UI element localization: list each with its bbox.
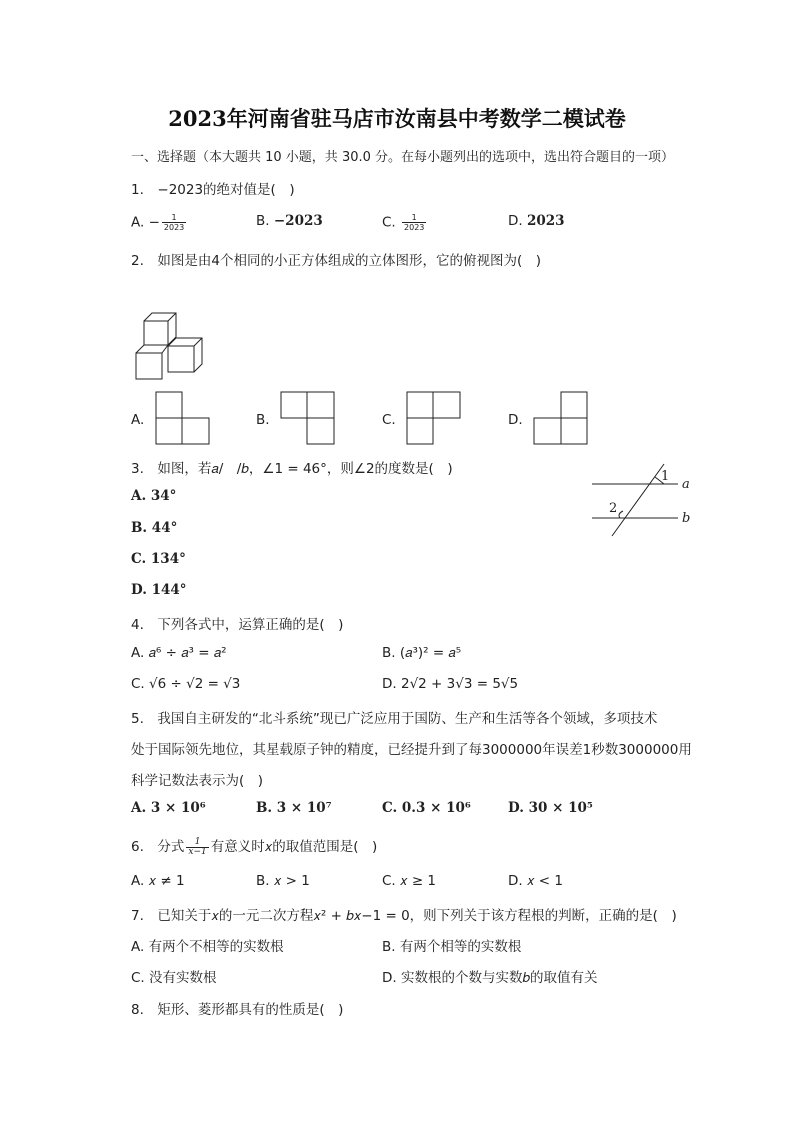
question-6-option-a: A. 𝑥 ≠ 1 bbox=[131, 873, 185, 889]
question-7-option-c: C. 没有实数根 bbox=[131, 970, 217, 986]
question-1-option-a bbox=[131, 213, 188, 232]
angle-1-label: 1 bbox=[661, 469, 670, 484]
question-3-option-c: C. 134° bbox=[131, 551, 186, 567]
question-6-stem: 6. 分式 $\frac{1}{x-1}$ 有意义时𝑥的取值范围是( ) bbox=[131, 836, 378, 857]
question-5-line-2: 处于国际领先地位，其星载原子钟的精度，已经提升到了每3000000年误差1秒数3000000用 bbox=[131, 742, 692, 758]
question-2-option-c-label: C. bbox=[382, 412, 396, 428]
question-1-stem: 1. −2023的绝对值是( ) bbox=[131, 182, 295, 198]
question-5-option-d: D. 30 × 10⁵ bbox=[508, 800, 593, 816]
question-5-line-3: 科学记数法表示为( ) bbox=[131, 773, 264, 789]
question-4-stem: 4. 下列各式中，运算正确的是( ) bbox=[131, 617, 344, 633]
question-4-option-b: B. (𝑎³)² = 𝑎⁵ bbox=[382, 645, 462, 661]
question-3-option-a: A. 34° bbox=[131, 488, 177, 504]
fraction: $\frac{1}{2023}$ bbox=[163, 213, 185, 232]
line-a-label: a bbox=[682, 477, 690, 492]
question-4-option-d: D. 2√2 + 3√3 = 5√5 bbox=[382, 676, 519, 692]
question-3-option-d: D. 144° bbox=[131, 582, 187, 598]
option-d-top-view bbox=[533, 391, 589, 447]
question-8-stem: 8. 矩形、菱形都具有的性质是( ) bbox=[131, 1002, 344, 1018]
question-1-option-b: B. −2023 bbox=[256, 213, 323, 229]
cube-stack-figure bbox=[130, 308, 210, 388]
option-c-top-view bbox=[406, 391, 462, 447]
parallel-lines-figure bbox=[588, 460, 696, 538]
question-5-option-c: C. 0.3 × 10⁶ bbox=[382, 800, 471, 816]
section-header: 一、选择题（本大题共 10 小题，共 30.0 分。在每小题列出的选项中，选出符合题目的一项） bbox=[131, 150, 675, 165]
question-2-option-b-label: B. bbox=[256, 412, 270, 428]
question-1-option-c: C. $\frac{1}{2023}$ bbox=[382, 213, 425, 232]
question-7-option-b: B. 有两个相等的实数根 bbox=[382, 939, 522, 955]
question-5-line-1: 5. 我国自主研发的“北斗系统”现已广泛应用于国防、生产和生活等各个领域，多项技术 bbox=[131, 711, 658, 727]
option-a-top-view bbox=[155, 391, 211, 447]
question-7-option-a: A. 有两个不相等的实数根 bbox=[131, 939, 284, 955]
question-5-option-b: B. 3 × 10⁷ bbox=[256, 800, 332, 816]
question-2-stem: 2. 如图是由4个相同的小正方体组成的立体图形，它的俯视图为( ) bbox=[131, 253, 542, 269]
question-2-option-a-label: A. bbox=[131, 412, 145, 428]
question-7-stem: 7. 已知关于𝑥的一元二次方程𝑥² + 𝑏𝑥−1 = 0，则下列关于该方程根的判断，正确的是( ) bbox=[131, 908, 677, 924]
question-6-option-d: D. 𝑥 < 1 bbox=[508, 873, 563, 889]
fraction: $\frac{1}{2023}$ bbox=[404, 213, 425, 232]
question-2-option-d-label: D. bbox=[508, 412, 523, 428]
option-label: A. bbox=[131, 214, 145, 231]
angle-2-label: 2 bbox=[609, 501, 618, 516]
question-6-option-c: C. 𝑥 ≥ 1 bbox=[382, 873, 437, 889]
question-5-option-a: A. 3 × 10⁶ bbox=[131, 800, 206, 816]
question-3-stem: 3. 如图，若𝑎/ /𝑏，∠1 = 46°，则∠2的度数是( ) bbox=[131, 461, 453, 477]
option-b-top-view bbox=[280, 391, 336, 447]
fraction: $\frac{1}{x-1}$ bbox=[188, 836, 207, 857]
question-1-option-d: D. 2023 bbox=[508, 213, 565, 229]
page-title: 2023年河南省驻马店市汝南县中考数学二模试卷 bbox=[168, 106, 626, 131]
question-3-option-b: B. 44° bbox=[131, 520, 178, 536]
line-b-label: b bbox=[682, 511, 691, 526]
question-7-option-d: D. 实数根的个数与实数𝑏的取值有关 bbox=[382, 970, 598, 986]
question-6-option-b: B. 𝑥 > 1 bbox=[256, 873, 310, 889]
question-4-option-c: C. √6 ÷ √2 = √3 bbox=[131, 676, 241, 692]
option-sign: − bbox=[148, 214, 160, 231]
question-4-option-a: A. 𝑎⁶ ÷ 𝑎³ = 𝑎² bbox=[131, 645, 227, 661]
